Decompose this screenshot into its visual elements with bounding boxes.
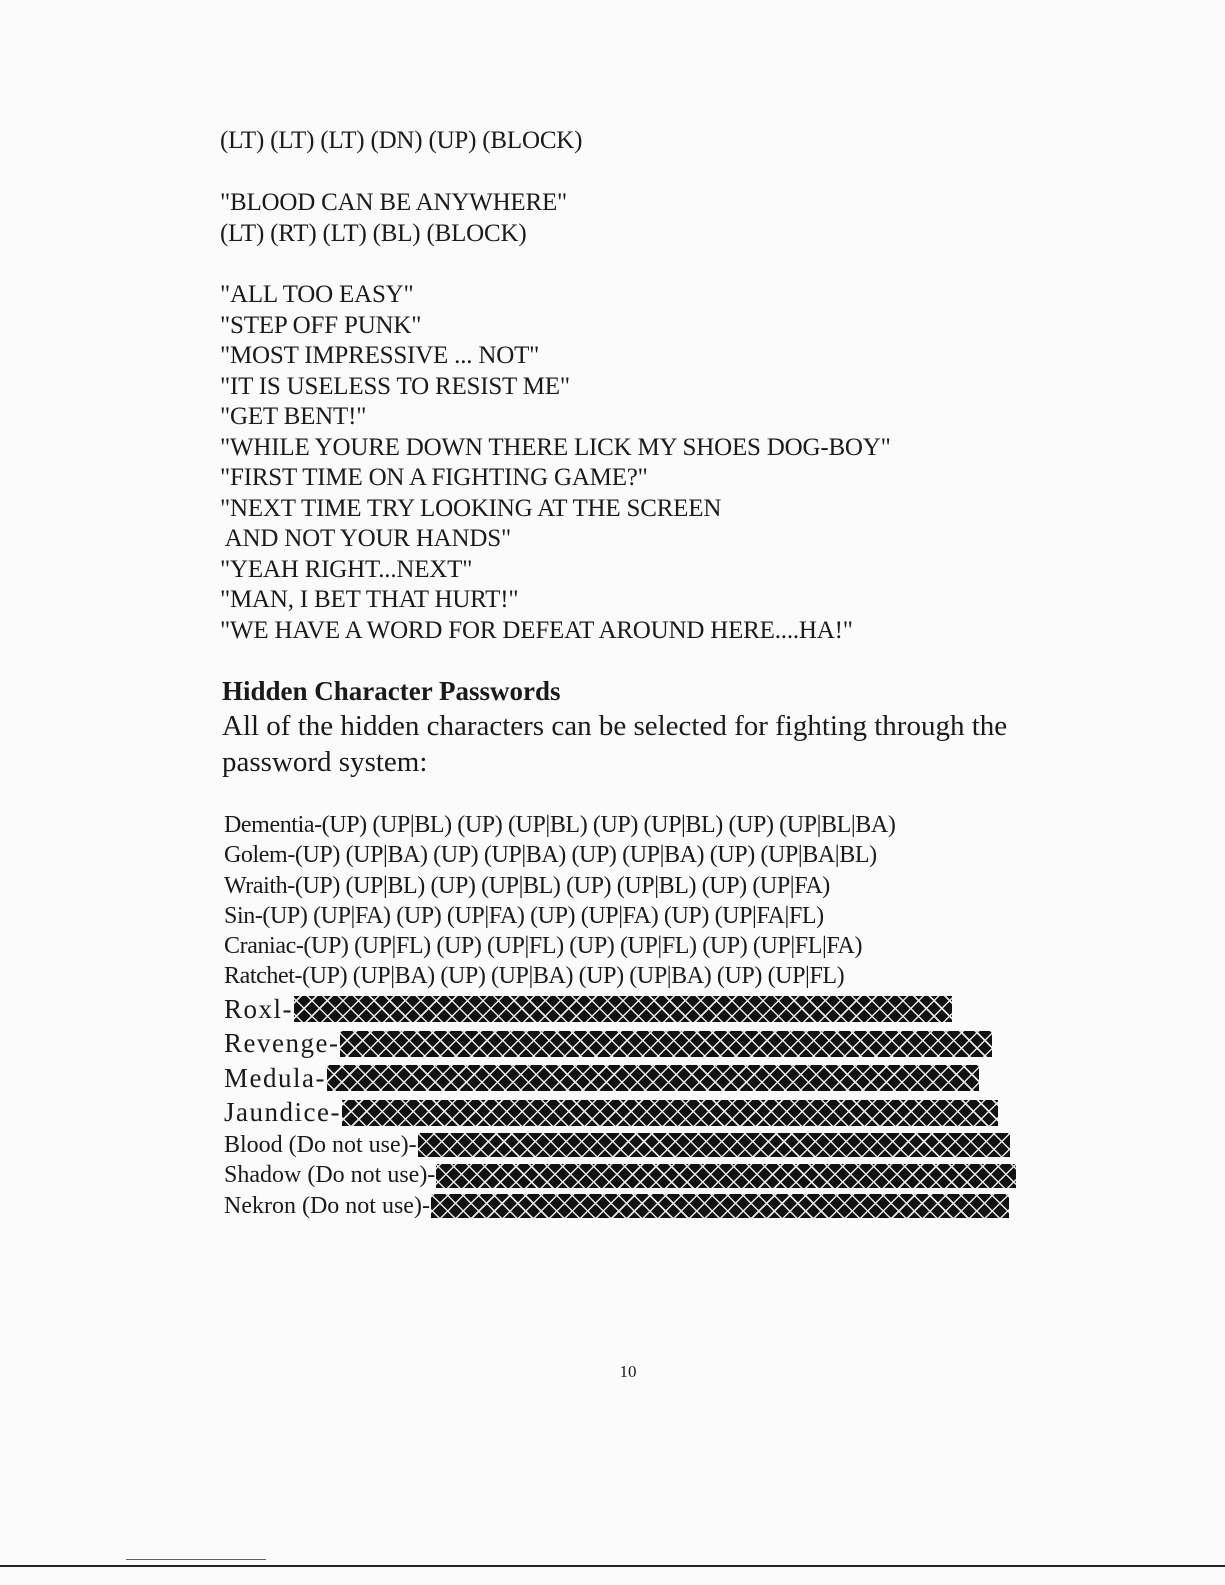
redacted-password-row — [224, 1160, 1016, 1191]
character-label: Jaundice- — [224, 1097, 341, 1128]
taunt-line: "WHILE YOURE DOWN THERE LICK MY SHOES DOG-BOY" — [220, 433, 891, 461]
password-list — [224, 810, 1016, 1221]
redaction-bar — [327, 1065, 979, 1091]
character-label: Shadow (Do not use)- — [224, 1162, 436, 1189]
redaction-bar — [436, 1164, 1016, 1188]
taunt-line: "WE HAVE A WORD FOR DEFEAT AROUND HERE....HA!" — [220, 616, 853, 644]
password-line: Ratchet-(UP) (UP|BA) (UP) (UP|BA) (UP) (UP|BA) (UP) (UP|FL) — [224, 963, 845, 990]
taunt-line: "YEAH RIGHT...NEXT" — [220, 555, 473, 583]
redacted-password-row — [224, 992, 1016, 1027]
taunt-line: "MAN, I BET THAT HURT!" — [220, 586, 519, 613]
character-label: Roxl- — [224, 993, 294, 1024]
redacted-password-row — [224, 1095, 1016, 1130]
footer-link-underline — [126, 1559, 266, 1560]
redaction-bar — [431, 1194, 1009, 1218]
taunt-line: "NEXT TIME TRY LOOKING AT THE SCREEN — [220, 494, 722, 522]
redacted-password-row — [224, 1061, 1016, 1096]
section-intro: All of the hidden characters can be selected for fighting through the password system: — [222, 710, 1008, 778]
password-line: Sin-(UP) (UP|FA) (UP) (UP|FA) (UP) (UP|FA) (UP) (UP|FA|FL) — [224, 902, 824, 929]
footer-divider — [0, 1565, 1225, 1567]
combo-text: (LT) (LT) (LT) (DN) (UP) (BLOCK) — [220, 127, 583, 154]
redaction-bar — [294, 996, 952, 1022]
taunt-line: "ALL TOO EASY" — [220, 281, 414, 308]
character-label: Medula- — [224, 1062, 326, 1093]
taunt-line: "STEP OFF PUNK" — [220, 311, 422, 339]
blood-combo: (LT) (RT) (LT) (BL) (BLOCK) — [220, 219, 527, 247]
top-combo-line — [220, 126, 582, 157]
page-number: 10 — [619, 1362, 637, 1381]
redaction-bar — [340, 1031, 992, 1057]
password-line: Craniac-(UP) (UP|FL) (UP) (UP|FL) (UP) (UP|FL) (UP) (UP|FL|FA) — [224, 933, 863, 960]
taunt-line: "FIRST TIME ON A FIGHTING GAME?" — [220, 464, 648, 491]
blood-title: "BLOOD CAN BE ANYWHERE" — [220, 189, 568, 216]
redacted-password-row — [224, 1130, 1016, 1161]
taunt-line: AND NOT YOUR HANDS" — [220, 525, 511, 552]
taunts-list — [220, 280, 891, 646]
redaction-bar — [418, 1133, 1010, 1157]
redacted-password-row — [224, 1026, 1016, 1061]
password-line: Dementia-(UP) (UP|BL) (UP) (UP|BL) (UP) (UP|BL) (UP) (UP|BL|BA) — [224, 812, 896, 838]
redacted-password-row — [224, 1191, 1016, 1222]
password-line: Golem-(UP) (UP|BA) (UP) (UP|BA) (UP) (UP|BA) (UP) (UP|BA|BL) — [224, 842, 877, 869]
password-line: Wraith-(UP) (UP|BL) (UP) (UP|BL) (UP) (UP|BL) (UP) (UP|FA) — [224, 872, 830, 899]
taunt-line: "GET BENT!" — [220, 403, 367, 430]
section-heading: Hidden Character Passwords — [222, 676, 561, 706]
taunt-line: "MOST IMPRESSIVE ... NOT" — [220, 342, 540, 369]
taunt-line: "IT IS USELESS TO RESIST ME" — [220, 372, 570, 400]
redaction-bar — [342, 1100, 998, 1126]
blood-section — [220, 188, 567, 249]
character-label: Nekron (Do not use)- — [224, 1192, 430, 1219]
character-label: Blood (Do not use)- — [224, 1131, 417, 1158]
character-label: Revenge- — [224, 1028, 340, 1059]
